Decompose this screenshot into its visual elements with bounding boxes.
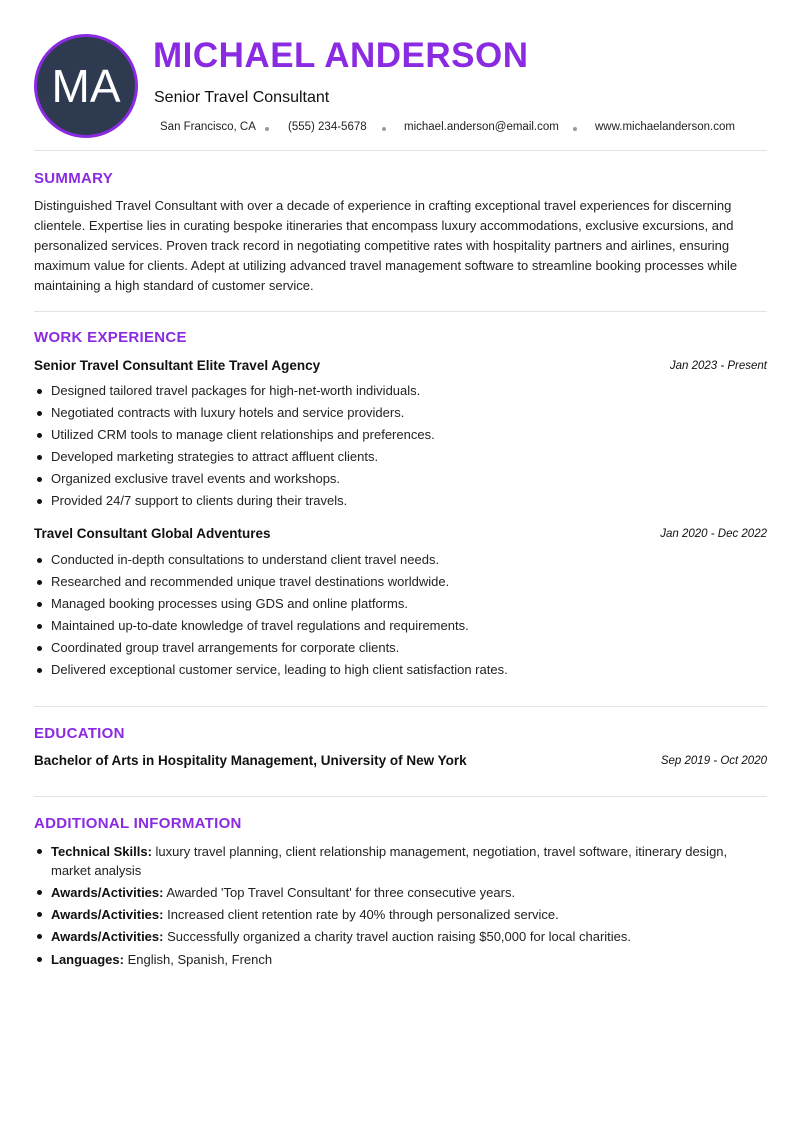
avatar-initials: MA xyxy=(51,60,121,112)
contact-line xyxy=(160,121,760,137)
divider xyxy=(34,311,767,312)
job-dates: Jan 2023 - Present xyxy=(669,360,767,372)
education-degree: Bachelor of Arts in Hospitality Management, University of New York xyxy=(34,753,467,768)
job-bullets xyxy=(34,380,767,512)
list-item: Provided 24/7 support to clients during their travels. xyxy=(34,490,767,512)
summary-text: Distinguished Travel Consultant with over a decade of experience in crafting exceptional travel experiences for discerning clientele. Expertise lies in curating bespoke itineraries that encompass luxury accommodations, exclusive excursions, and personalized services. Proven track record in negotiating competitive rates with hospitality partners and airlines, ensuring maximum value for clients. Adept at utilizing advanced travel management software to streamline booking processes while maintaining a high standard of customer service. xyxy=(34,198,738,293)
separator-dot-icon xyxy=(573,127,577,131)
candidate-name: MICHAEL ANDERSON xyxy=(153,36,529,75)
divider xyxy=(34,150,767,151)
list-item: Organized exclusive travel events and workshops. xyxy=(34,468,767,490)
list-item: Managed booking processes using GDS and online platforms. xyxy=(34,593,767,615)
contact-location: San Francisco, CA xyxy=(160,121,256,133)
info-label: Technical Skills: xyxy=(51,844,152,859)
list-item xyxy=(34,842,754,880)
job-dates: Jan 2020 - Dec 2022 xyxy=(660,528,767,540)
separator-dot-icon xyxy=(382,127,386,131)
additional-info-list xyxy=(34,842,754,972)
list-item: Maintained up-to-date knowledge of travel regulations and requirements. xyxy=(34,615,767,637)
work-experience-heading: WORK EXPERIENCE xyxy=(34,329,187,346)
info-label: Languages: xyxy=(51,952,124,967)
education-heading: EDUCATION xyxy=(34,725,125,742)
info-label: Awards/Activities: xyxy=(51,885,164,900)
additional-info-heading: ADDITIONAL INFORMATION xyxy=(34,815,242,832)
list-item: Coordinated group travel arrangements for corporate clients. xyxy=(34,637,767,659)
list-item: Utilized CRM tools to manage client relationships and preferences. xyxy=(34,424,767,446)
list-item: Delivered exceptional customer service, leading to high client satisfaction rates. xyxy=(34,659,767,681)
contact-website[interactable]: www.michaelanderson.com xyxy=(595,121,735,133)
job-title: Senior Travel Consultant xyxy=(154,89,330,106)
list-item: Developed marketing strategies to attract affluent clients. xyxy=(34,446,767,468)
job-role-title: Senior Travel Consultant Elite Travel Agency xyxy=(34,358,321,373)
list-item xyxy=(34,927,754,946)
list-item xyxy=(34,905,754,924)
divider xyxy=(34,796,767,797)
list-item: Conducted in-depth consultations to understand client travel needs. xyxy=(34,549,767,571)
summary-heading: SUMMARY xyxy=(34,170,114,187)
job-bullets xyxy=(34,549,767,681)
list-item xyxy=(34,883,754,902)
list-item: Negotiated contracts with luxury hotels and service providers. xyxy=(34,402,767,424)
contact-email[interactable]: michael.anderson@email.com xyxy=(404,121,559,133)
info-text: Awarded 'Top Travel Consultant' for three consecutive years. xyxy=(166,885,516,900)
contact-phone: (555) 234-5678 xyxy=(288,121,367,133)
separator-dot-icon xyxy=(265,127,269,131)
info-text: Successfully organized a charity travel auction raising $50,000 for local charities. xyxy=(167,929,631,944)
info-label: Awards/Activities: xyxy=(51,907,164,922)
divider xyxy=(34,706,767,707)
info-text: Increased client retention rate by 40% through personalized service. xyxy=(167,907,559,922)
avatar xyxy=(34,34,138,138)
education-dates: Sep 2019 - Oct 2020 xyxy=(660,755,767,767)
list-item xyxy=(34,950,754,969)
job-role-title: Travel Consultant Global Adventures xyxy=(34,526,271,541)
info-label: Awards/Activities: xyxy=(51,929,164,944)
info-text: English, Spanish, French xyxy=(127,952,273,967)
info-text: luxury travel planning, client relationship management, negotiation, travel software, itinerary design, market analysis xyxy=(51,844,728,878)
list-item: Researched and recommended unique travel destinations worldwide. xyxy=(34,571,767,593)
list-item: Designed tailored travel packages for high-net-worth individuals. xyxy=(34,380,767,402)
